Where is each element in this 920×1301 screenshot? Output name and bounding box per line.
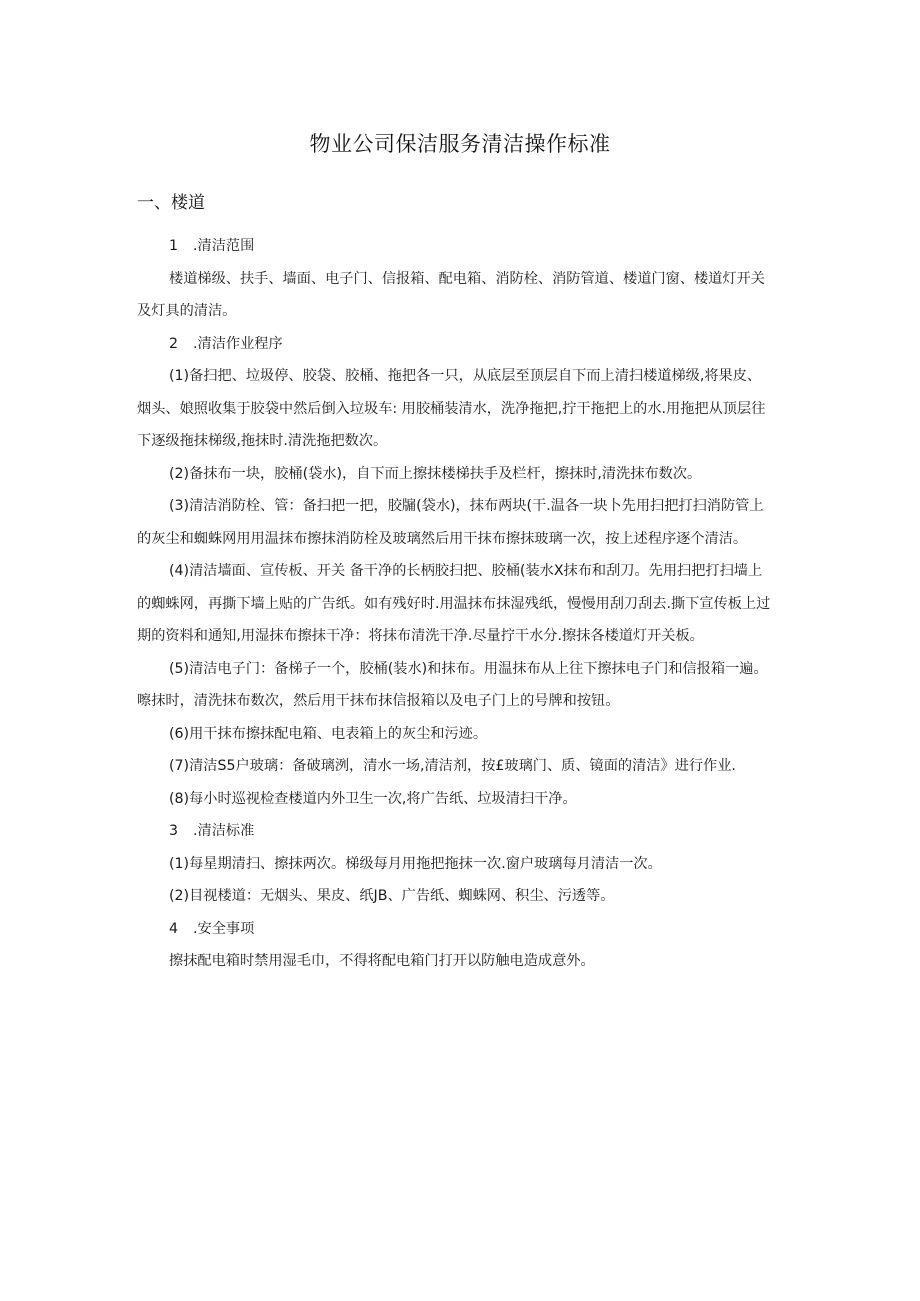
subheading-procedure <box>137 328 787 361</box>
paragraph-line: (8)每小时巡视检查楼道内外卫生一次,将广告纸、垃圾清扫干净。 <box>169 790 577 807</box>
paragraph-line: 擦抹配电箱时禁用湿毛巾，不得将配电箱门打开以防触电造成意外。 <box>169 953 595 969</box>
subheading-label: .清洁作业程序 <box>193 335 283 352</box>
paragraph-line: (5)清洁电子门：备梯子一个，胶桶(装水)和抹布。用温抹布从上往下擦抹电子门和信报箱一遍。 <box>169 660 768 677</box>
paragraph-line: 的蜘蛛网，再撕下墙上贴的广告纸。如有残好时.用温抹布抹湿残纸，慢慢用刮刀刮去.撕下宣传板上过 <box>137 595 771 612</box>
paragraph-line: 的灰尘和蜘蛛网用用温抹布擦抹消防栓及玻璃然后用干抹布擦抹玻璃一次，按上述程序逐个清洁。 <box>137 530 748 547</box>
paragraph-line: (2)备抹布一块，胶桶(袋水)，自下而上擦抹楼梯扶手及栏杆，擦抹时,清洗抹布数次。 <box>169 465 702 482</box>
subheading-number: 2 <box>169 335 179 352</box>
paragraph-line: 下逐级拖抹梯级,拖抹时.清洗拖把数次。 <box>137 433 388 449</box>
subheading-cleaning-scope <box>137 230 787 263</box>
subheading-number: 3 <box>169 823 179 839</box>
subheading-standards <box>137 815 787 848</box>
paragraph-line: (7)清洁S5户玻璃：备破璃洌，清水一场,清洁剂，按£玻璃门、质、镜面的清洁》进行作业. <box>169 758 736 774</box>
paragraph-line: 及灯具的清洁。 <box>137 303 237 319</box>
paragraph-line: (1)备扫把、垃圾停、胶袋、胶桶、拖把各一只，从底层至顶层自下而上清扫楼道梯级,将果皮、 <box>169 368 762 384</box>
document-body <box>137 230 787 978</box>
paragraph-line: 楼道梯级、扶手、墙面、电子门、信报箱、配电箱、消防栓、消防管道、楼道门窗、楼道灯开关 <box>169 270 765 287</box>
subheading-label: .清洁范围 <box>193 238 255 254</box>
subheading-label: .清洁标准 <box>193 823 255 839</box>
section-heading-stairway: 一、楼道 <box>137 193 205 213</box>
paragraph-line: 烟头、娘照收集于胶袋中然后倒入垃圾车: 用胶桶装清水，洗净拖把,拧干拖把上的水.用拖把从顶层往 <box>137 400 766 417</box>
paragraph-line: (2)目视楼道：无烟头、果皮、纸JB、广告纸、蜘蛛网、积尘、污透等。 <box>169 888 615 904</box>
subheading-safety <box>137 913 787 946</box>
subheading-number: 1 <box>169 238 179 254</box>
paragraph-line: (4)清洁墙面、宣传板、开关 备干净的长柄胶扫把、胶桶(装水X抹布和刮刀。先用扫把打扫墙上 <box>169 563 763 579</box>
paragraph-line: (1)每星期清扫、擦抹两次。梯级每月用拖把拖抹一次.窗户玻璃每月清洁一次。 <box>169 855 662 872</box>
document-title: 物业公司保洁服务清洁操作标准 <box>309 132 611 156</box>
paragraph-line: (3)清洁消防栓、管：备扫把一把，胶牖(袋水)，抹布两块(干.温各一块卜先用扫把打扫消防管上 <box>169 498 764 514</box>
paragraph-line: 期的资料和通知,用湿抹布擦抹干净：将抹布清洗干净.尽量拧干水分.擦抹各楼道灯开关板。 <box>137 628 704 644</box>
paragraph-line: (6)用干抹布擦抹配电箱、电表箱上的灰尘和污迹。 <box>169 725 488 742</box>
paragraph-line: 嚓抹时，清洗抹布数次，然后用干抹布抹信报箱以及电子门上的号牌和按钮。 <box>137 693 620 709</box>
subheading-label: .安全事项 <box>193 920 255 937</box>
subheading-number: 4 <box>169 920 179 937</box>
